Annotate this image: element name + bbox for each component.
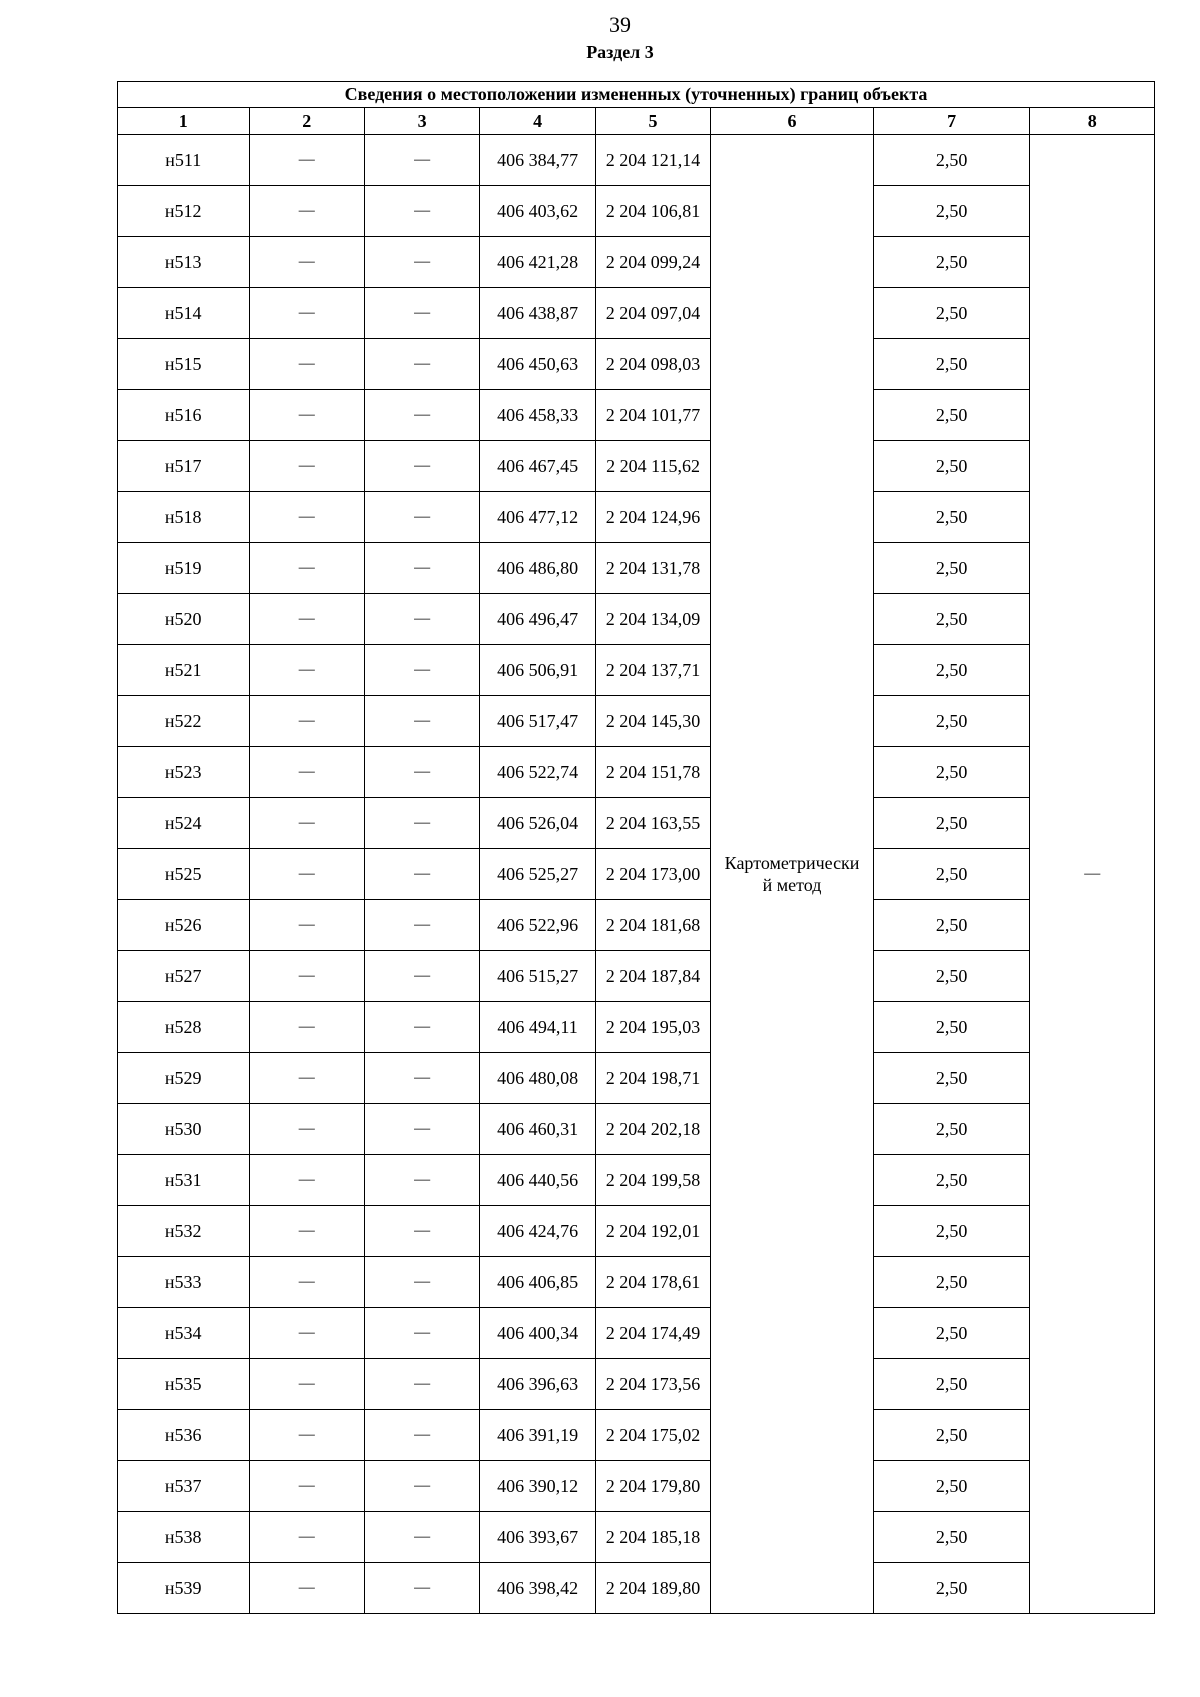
y-coordinate: 2 204 145,30: [595, 696, 710, 747]
y-coordinate: 2 204 098,03: [595, 339, 710, 390]
precision-value: 2,50: [873, 1512, 1030, 1563]
col2-value: —: [249, 1104, 364, 1155]
y-coordinate: 2 204 173,00: [595, 849, 710, 900]
precision-value: 2,50: [873, 747, 1030, 798]
section-title: Раздел 3: [586, 42, 654, 62]
col3-value: —: [364, 1257, 479, 1308]
y-coordinate: 2 204 192,01: [595, 1206, 710, 1257]
point-name: н530: [118, 1104, 250, 1155]
precision-value: 2,50: [873, 543, 1030, 594]
column-number-row: [118, 108, 1155, 135]
col3-value: —: [364, 135, 479, 186]
col3-value: —: [364, 849, 479, 900]
point-name: н525: [118, 849, 250, 900]
col3-value: —: [364, 798, 479, 849]
col3-value: —: [364, 900, 479, 951]
col3-value: —: [364, 1461, 479, 1512]
table-row: [118, 1359, 1155, 1410]
col3-value: —: [364, 1104, 479, 1155]
table-row: [118, 339, 1155, 390]
precision-value: 2,50: [873, 237, 1030, 288]
col2-value: —: [249, 1206, 364, 1257]
x-coordinate: 406 467,45: [480, 441, 595, 492]
table-row: [118, 1155, 1155, 1206]
point-name: н531: [118, 1155, 250, 1206]
table-row: [118, 696, 1155, 747]
method-cell: Картометрически й метод: [711, 135, 874, 1614]
y-coordinate: 2 204 179,80: [595, 1461, 710, 1512]
x-coordinate: 406 526,04: [480, 798, 595, 849]
y-coordinate: 2 204 099,24: [595, 237, 710, 288]
table-row: [118, 1002, 1155, 1053]
x-coordinate: 406 496,47: [480, 594, 595, 645]
x-coordinate: 406 486,80: [480, 543, 595, 594]
point-name: н526: [118, 900, 250, 951]
point-name: н517: [118, 441, 250, 492]
col2-value: —: [249, 1563, 364, 1614]
table-row: [118, 645, 1155, 696]
precision-value: 2,50: [873, 1257, 1030, 1308]
precision-value: 2,50: [873, 645, 1030, 696]
y-coordinate: 2 204 185,18: [595, 1512, 710, 1563]
precision-value: 2,50: [873, 900, 1030, 951]
y-coordinate: 2 204 202,18: [595, 1104, 710, 1155]
y-coordinate: 2 204 121,14: [595, 135, 710, 186]
col2-value: —: [249, 1512, 364, 1563]
col3-value: —: [364, 747, 479, 798]
precision-value: 2,50: [873, 390, 1030, 441]
point-name: н524: [118, 798, 250, 849]
point-name: н532: [118, 1206, 250, 1257]
column-number-8: 8: [1030, 108, 1155, 135]
col2-value: —: [249, 696, 364, 747]
col2-value: —: [249, 339, 364, 390]
point-name: н519: [118, 543, 250, 594]
table-title: Сведения о местоположении измененных (уточненных) границ объекта: [118, 82, 1155, 108]
point-name: н535: [118, 1359, 250, 1410]
precision-value: 2,50: [873, 492, 1030, 543]
col3-value: —: [364, 1155, 479, 1206]
table-row: [118, 1563, 1155, 1614]
col3-value: —: [364, 1002, 479, 1053]
y-coordinate: 2 204 178,61: [595, 1257, 710, 1308]
col3-value: —: [364, 1410, 479, 1461]
col2-value: —: [249, 849, 364, 900]
table-row: [118, 900, 1155, 951]
table-row: [118, 1257, 1155, 1308]
x-coordinate: 406 460,31: [480, 1104, 595, 1155]
col3-value: —: [364, 696, 479, 747]
col2-value: —: [249, 1155, 364, 1206]
x-coordinate: 406 393,67: [480, 1512, 595, 1563]
point-name: н538: [118, 1512, 250, 1563]
col2-value: —: [249, 390, 364, 441]
precision-value: 2,50: [873, 186, 1030, 237]
table-row: [118, 237, 1155, 288]
y-coordinate: 2 204 115,62: [595, 441, 710, 492]
table-row: [118, 1308, 1155, 1359]
col3-value: —: [364, 1563, 479, 1614]
col2-value: —: [249, 1410, 364, 1461]
col2-value: —: [249, 1308, 364, 1359]
y-coordinate: 2 204 181,68: [595, 900, 710, 951]
point-name: н523: [118, 747, 250, 798]
table-row: [118, 288, 1155, 339]
col2-value: —: [249, 594, 364, 645]
table-row: [118, 747, 1155, 798]
point-name: н534: [118, 1308, 250, 1359]
col2-value: —: [249, 288, 364, 339]
table-row: [118, 951, 1155, 1002]
column-number-5: 5: [595, 108, 710, 135]
y-coordinate: 2 204 187,84: [595, 951, 710, 1002]
point-name: н528: [118, 1002, 250, 1053]
y-coordinate: 2 204 106,81: [595, 186, 710, 237]
precision-value: 2,50: [873, 1563, 1030, 1614]
x-coordinate: 406 390,12: [480, 1461, 595, 1512]
x-coordinate: 406 522,96: [480, 900, 595, 951]
x-coordinate: 406 384,77: [480, 135, 595, 186]
y-coordinate: 2 204 174,49: [595, 1308, 710, 1359]
point-name: н514: [118, 288, 250, 339]
col3-value: —: [364, 390, 479, 441]
col3-value: —: [364, 1206, 479, 1257]
table-row: [118, 135, 1155, 186]
col2-value: —: [249, 186, 364, 237]
col3-value: —: [364, 288, 479, 339]
x-coordinate: 406 391,19: [480, 1410, 595, 1461]
y-coordinate: 2 204 101,77: [595, 390, 710, 441]
precision-value: 2,50: [873, 696, 1030, 747]
table-row: [118, 543, 1155, 594]
precision-value: 2,50: [873, 951, 1030, 1002]
col3-value: —: [364, 441, 479, 492]
col3-value: —: [364, 1308, 479, 1359]
point-name: н522: [118, 696, 250, 747]
x-coordinate: 406 406,85: [480, 1257, 595, 1308]
column-number-3: 3: [364, 108, 479, 135]
precision-value: 2,50: [873, 1410, 1030, 1461]
col3-value: —: [364, 492, 479, 543]
point-name: н527: [118, 951, 250, 1002]
column-number-7: 7: [873, 108, 1030, 135]
precision-value: 2,50: [873, 849, 1030, 900]
point-name: н539: [118, 1563, 250, 1614]
table-body: [118, 135, 1155, 1614]
col3-value: —: [364, 594, 479, 645]
col2-value: —: [249, 1002, 364, 1053]
y-coordinate: 2 204 097,04: [595, 288, 710, 339]
point-name: н518: [118, 492, 250, 543]
table-row: [118, 798, 1155, 849]
x-coordinate: 406 440,56: [480, 1155, 595, 1206]
x-coordinate: 406 522,74: [480, 747, 595, 798]
y-coordinate: 2 204 175,02: [595, 1410, 710, 1461]
col2-value: —: [249, 798, 364, 849]
x-coordinate: 406 494,11: [480, 1002, 595, 1053]
y-coordinate: 2 204 173,56: [595, 1359, 710, 1410]
point-name: н511: [118, 135, 250, 186]
x-coordinate: 406 515,27: [480, 951, 595, 1002]
table-row: [118, 1104, 1155, 1155]
col8-value: —: [1030, 135, 1155, 1614]
y-coordinate: 2 204 198,71: [595, 1053, 710, 1104]
col3-value: —: [364, 339, 479, 390]
boundary-table: [117, 81, 1155, 1614]
x-coordinate: 406 421,28: [480, 237, 595, 288]
x-coordinate: 406 424,76: [480, 1206, 595, 1257]
y-coordinate: 2 204 163,55: [595, 798, 710, 849]
table-row: [118, 849, 1155, 900]
table-row: [118, 1410, 1155, 1461]
col2-value: —: [249, 1053, 364, 1104]
precision-value: 2,50: [873, 1359, 1030, 1410]
page-number: 39: [609, 12, 631, 37]
col3-value: —: [364, 186, 479, 237]
col2-value: —: [249, 492, 364, 543]
precision-value: 2,50: [873, 1053, 1030, 1104]
table-row: [118, 492, 1155, 543]
precision-value: 2,50: [873, 135, 1030, 186]
point-name: н529: [118, 1053, 250, 1104]
col2-value: —: [249, 747, 364, 798]
x-coordinate: 406 517,47: [480, 696, 595, 747]
point-name: н520: [118, 594, 250, 645]
x-coordinate: 406 396,63: [480, 1359, 595, 1410]
x-coordinate: 406 450,63: [480, 339, 595, 390]
x-coordinate: 406 458,33: [480, 390, 595, 441]
col3-value: —: [364, 1359, 479, 1410]
col2-value: —: [249, 900, 364, 951]
precision-value: 2,50: [873, 1461, 1030, 1512]
precision-value: 2,50: [873, 1308, 1030, 1359]
precision-value: 2,50: [873, 1104, 1030, 1155]
point-name: н536: [118, 1410, 250, 1461]
precision-value: 2,50: [873, 441, 1030, 492]
point-name: н537: [118, 1461, 250, 1512]
x-coordinate: 406 477,12: [480, 492, 595, 543]
precision-value: 2,50: [873, 288, 1030, 339]
col2-value: —: [249, 1359, 364, 1410]
col2-value: —: [249, 951, 364, 1002]
col2-value: —: [249, 1461, 364, 1512]
precision-value: 2,50: [873, 594, 1030, 645]
precision-value: 2,50: [873, 798, 1030, 849]
col2-value: —: [249, 543, 364, 594]
column-number-1: 1: [118, 108, 250, 135]
y-coordinate: 2 204 137,71: [595, 645, 710, 696]
column-number-2: 2: [249, 108, 364, 135]
point-name: н516: [118, 390, 250, 441]
table-row: [118, 1053, 1155, 1104]
precision-value: 2,50: [873, 339, 1030, 390]
point-name: н521: [118, 645, 250, 696]
table-row: [118, 441, 1155, 492]
table-title-row: [118, 82, 1155, 108]
col2-value: —: [249, 237, 364, 288]
precision-value: 2,50: [873, 1002, 1030, 1053]
point-name: н512: [118, 186, 250, 237]
col2-value: —: [249, 441, 364, 492]
table-row: [118, 186, 1155, 237]
col3-value: —: [364, 237, 479, 288]
table-row: [118, 390, 1155, 441]
table-row: [118, 1461, 1155, 1512]
table-row: [118, 594, 1155, 645]
point-name: н533: [118, 1257, 250, 1308]
y-coordinate: 2 204 189,80: [595, 1563, 710, 1614]
y-coordinate: 2 204 131,78: [595, 543, 710, 594]
y-coordinate: 2 204 199,58: [595, 1155, 710, 1206]
col3-value: —: [364, 1053, 479, 1104]
col3-value: —: [364, 1512, 479, 1563]
x-coordinate: 406 403,62: [480, 186, 595, 237]
column-number-4: 4: [480, 108, 595, 135]
x-coordinate: 406 400,34: [480, 1308, 595, 1359]
col3-value: —: [364, 951, 479, 1002]
table-row: [118, 1512, 1155, 1563]
precision-value: 2,50: [873, 1155, 1030, 1206]
col3-value: —: [364, 645, 479, 696]
y-coordinate: 2 204 151,78: [595, 747, 710, 798]
x-coordinate: 406 438,87: [480, 288, 595, 339]
x-coordinate: 406 480,08: [480, 1053, 595, 1104]
point-name: н515: [118, 339, 250, 390]
precision-value: 2,50: [873, 1206, 1030, 1257]
x-coordinate: 406 398,42: [480, 1563, 595, 1614]
column-number-6: 6: [711, 108, 874, 135]
table-row: [118, 1206, 1155, 1257]
y-coordinate: 2 204 134,09: [595, 594, 710, 645]
x-coordinate: 406 506,91: [480, 645, 595, 696]
y-coordinate: 2 204 195,03: [595, 1002, 710, 1053]
y-coordinate: 2 204 124,96: [595, 492, 710, 543]
col2-value: —: [249, 645, 364, 696]
col2-value: —: [249, 135, 364, 186]
x-coordinate: 406 525,27: [480, 849, 595, 900]
col3-value: —: [364, 543, 479, 594]
col2-value: —: [249, 1257, 364, 1308]
point-name: н513: [118, 237, 250, 288]
